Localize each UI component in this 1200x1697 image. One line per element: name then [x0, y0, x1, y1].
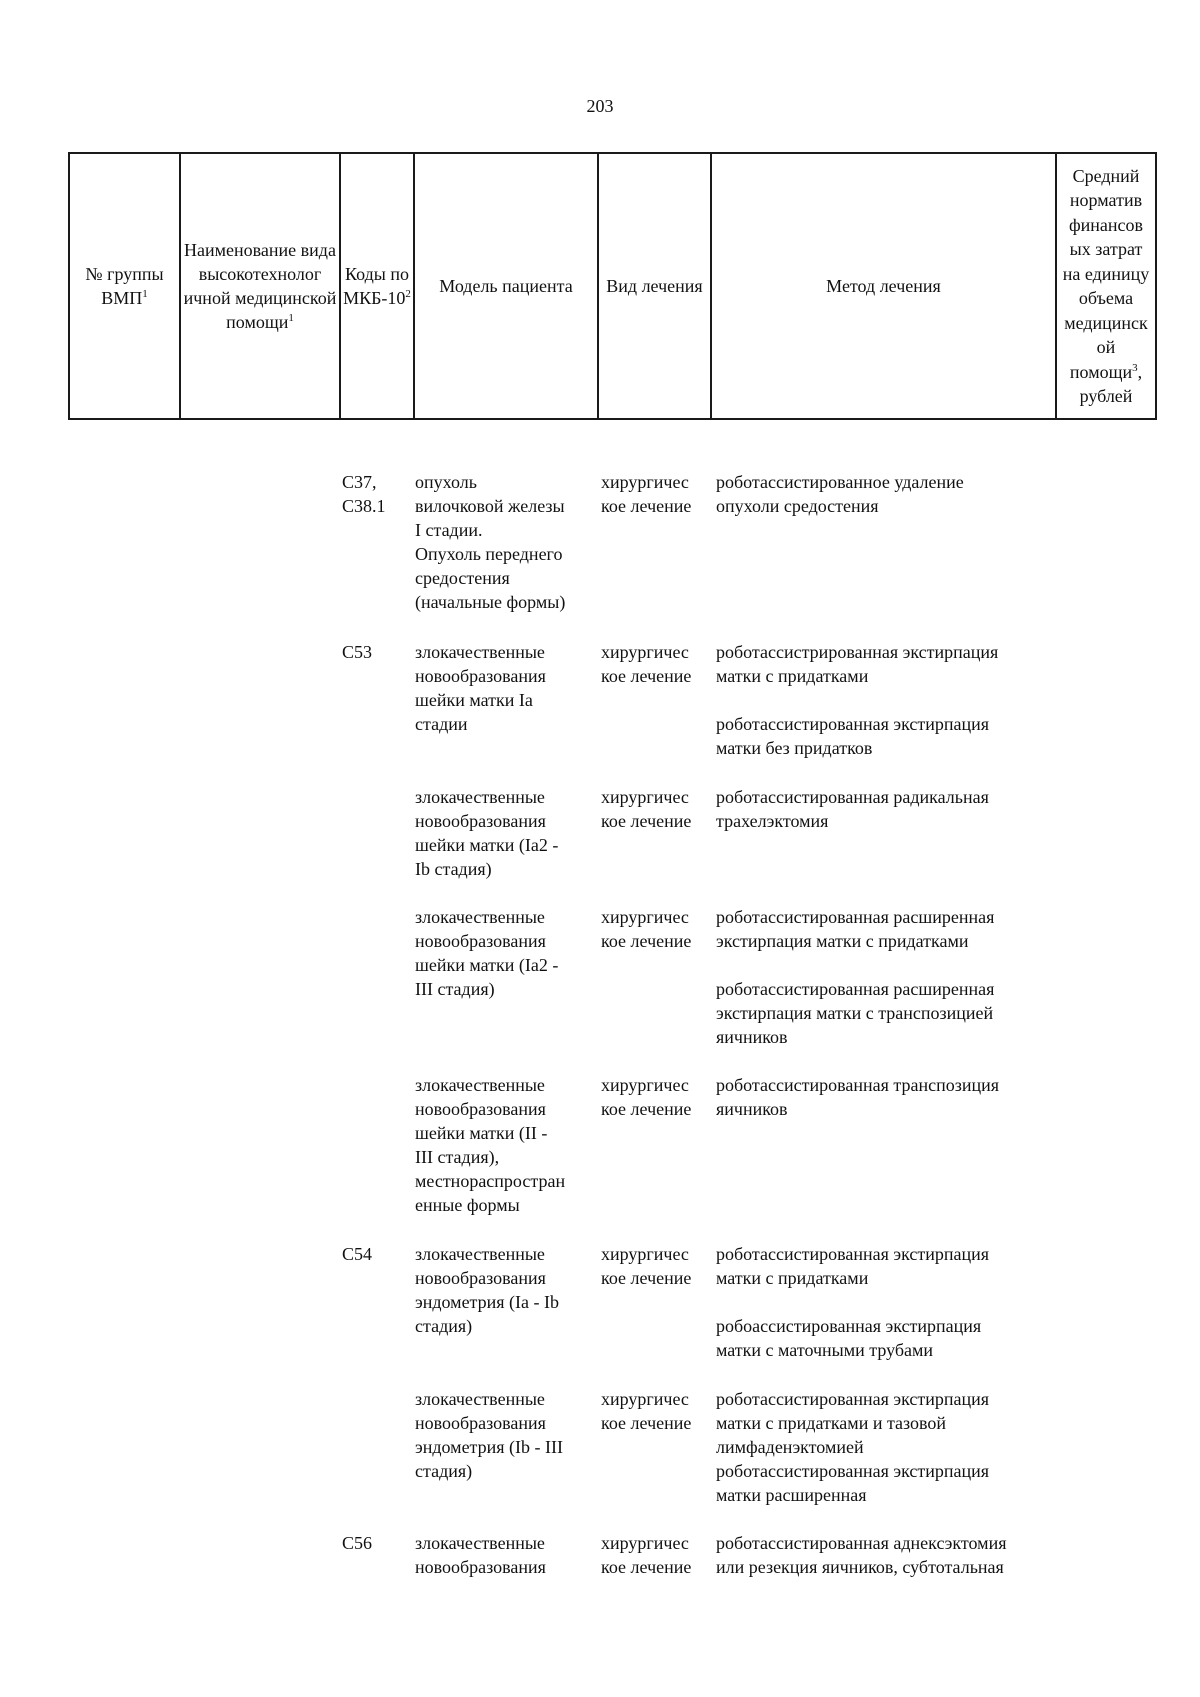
table-header [68, 152, 1157, 420]
row-type: хирургичес кое лечение [601, 1244, 692, 1288]
row-method: роботассистированная экстирпация матки с придатками [716, 1244, 990, 1288]
row-method: роботассистированное удаление опухоли средостения [716, 472, 964, 516]
row-code: C53 [342, 642, 373, 662]
row-model: злокачественные новообразования [415, 1533, 546, 1577]
header-cost: Средний норматив финансов ых затрат на единицу объема медицинск ой помощи$^3$, рублей [1056, 153, 1156, 419]
row-model: злокачественные новообразования шейки матки (II - III стадия), местнораспростран енные формы [415, 1075, 566, 1215]
row-method: роботассистированная радикальная трахелэктомия [716, 787, 989, 831]
row-model: злокачественные новообразования шейки матки (Ia2 - Ib стадия) [415, 787, 559, 879]
row-method: робоассистированная экстирпация матки с маточными трубами [716, 1316, 982, 1360]
row-method: роботассистированная экстирпация матки с придатками и тазовой лимфаденэктомией роботассистированная экстирпация матки расширенная [716, 1389, 990, 1505]
row-method: роботассистированная расширенная экстирпация матки с транспозицией яичников [716, 979, 995, 1047]
row-code: C37, C38.1 [342, 472, 386, 516]
row-method: роботассистированная транспозиция яичников [716, 1075, 999, 1119]
row-method: роботассистрированная экстирпация матки с придатками [716, 642, 999, 686]
row-method: роботассистированная экстирпация матки без придатков [716, 714, 990, 758]
header-type: Вид лечения [598, 153, 711, 419]
page-number: 203 [586, 96, 614, 116]
row-type: хирургичес кое лечение [601, 642, 692, 686]
row-type: хирургичес кое лечение [601, 907, 692, 951]
row-model: опухоль вилочковой железы I стадии. Опухоль переднего средостения (начальные формы) [415, 472, 566, 612]
row-method: роботассистированная расширенная экстирпация матки с придатками [716, 907, 995, 951]
row-type: хирургичес кое лечение [601, 472, 692, 516]
header-model: Модель пациента [414, 153, 598, 419]
header-group: № группы ВМП$^1$ [69, 153, 180, 419]
row-model: злокачественные новообразования эндометрия (Ib - III стадия) [415, 1389, 564, 1481]
row-type: хирургичес кое лечение [601, 1389, 692, 1433]
row-model: злокачественные новообразования эндометрия (Ia - Ib стадия) [415, 1244, 560, 1336]
row-model: злокачественные новообразования шейки матки Ia стадии [415, 642, 546, 734]
header-method: Метод лечения [711, 153, 1056, 419]
row-code: C54 [342, 1244, 373, 1264]
row-method: роботассистированная аднексэктомия или резекция яичников, субтотальная [716, 1533, 1007, 1577]
row-model: злокачественные новообразования шейки матки (Ia2 - III стадия) [415, 907, 559, 999]
row-code: C56 [342, 1533, 373, 1553]
row-type: хирургичес кое лечение [601, 1533, 692, 1577]
header-name: Наименование вида высокотехнолог ичной медицинской помощи$^1$ [180, 153, 340, 419]
row-type: хирургичес кое лечение [601, 787, 692, 831]
row-type: хирургичес кое лечение [601, 1075, 692, 1119]
header-codes: Коды по МКБ-$10^2$ [340, 153, 414, 419]
